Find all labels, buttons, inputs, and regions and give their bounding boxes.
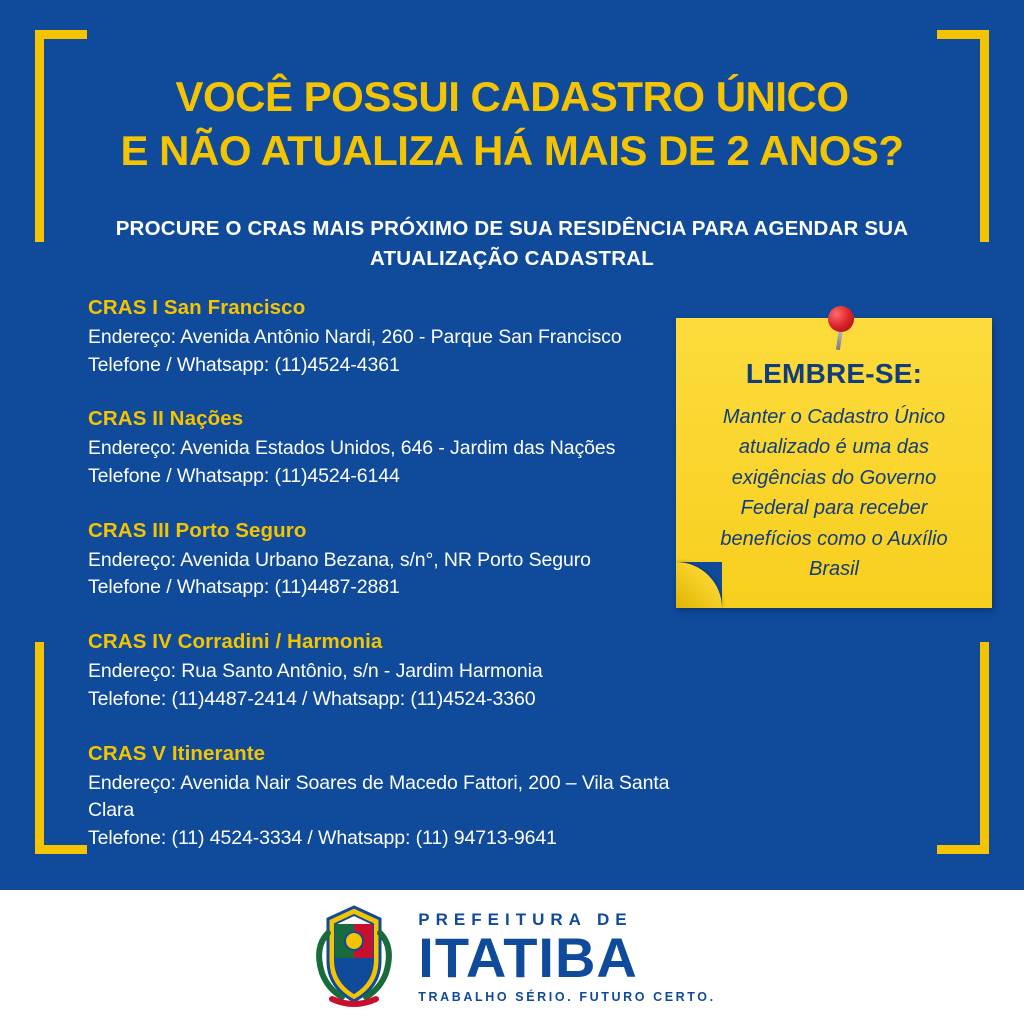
corner-bracket-bottom-left [35,802,87,854]
cras-name: CRAS III Porto Seguro [88,518,307,542]
city-name: ITATIBA [418,926,638,990]
prefeitura-label: PREFEITURA DE [418,910,633,930]
list-item [88,742,698,853]
footer-logo-group [308,903,715,1011]
cras-name: CRAS IV Corradini / Harmonia [88,630,383,654]
decor-rail-right-bottom [980,642,989,802]
cras-phone: Telefone: (11)4487-2414 / Whatsapp: (11)4524-3360 [88,687,536,710]
cras-phone: Telefone: (11) 4524-3334 / Whatsapp: (11) 94713-9641 [88,826,557,849]
cras-address: Endereço: Avenida Estados Unidos, 646 - Jardim das Nações [88,437,616,460]
list-item [88,519,698,602]
cras-phone: Telefone / Whatsapp: (11)4524-6144 [88,465,400,488]
sticky-note-title: LEMBRE-SE: [745,358,923,389]
cras-address: Endereço: Avenida Antônio Nardi, 260 - Parque San Francisco [88,326,622,348]
prefeitura-logo-text [418,910,715,1003]
cras-address: Endereço: Rua Santo Antônio, s/n - Jardim Harmonia [88,660,543,683]
sticky-note-paper [676,318,992,608]
cras-name: CRAS I San Francisco [88,296,306,319]
list-item [88,407,698,490]
itatiba-coat-of-arms-icon [308,903,400,1011]
pushpin-icon [826,306,856,352]
cras-name: CRAS V Itinerante [88,741,266,765]
headline-line-2: E NÃO ATUALIZA HÁ MAIS DE 2 ANOS? [120,126,904,174]
list-item [88,630,698,713]
cras-address: Endereço: Avenida Nair Soares de Macedo Fattori, 200 – Vila Santa Clara [88,771,670,822]
decor-rail-left-bottom [35,642,44,802]
cras-name: CRAS II Nações [88,407,244,431]
footer [0,890,1024,1024]
sticky-note [676,318,992,618]
headline-line-1: VOCÊ POSSUI CADASTRO ÚNICO [175,73,849,120]
cras-list [88,296,698,853]
subheadline: PROCURE O CRAS MAIS PRÓXIMO DE SUA RESIDÊNCIA PARA AGENDAR SUA ATUALIZAÇÃO CADASTRAL [115,217,909,270]
sticky-note-body: Manter o Cadastro Único atualizado é uma das exigências do Governo Federal para receber benefícios como o Auxílio Brasil [720,406,948,580]
cras-phone: Telefone / Whatsapp: (11)4524-4361 [88,353,400,376]
headline [0,70,1024,178]
list-item [88,296,698,379]
pushpin-head [828,306,854,332]
city-slogan: TRABALHO SÉRIO. FUTURO CERTO. [418,989,716,1004]
cras-phone: Telefone / Whatsapp: (11)4487-2881 [88,576,400,599]
sticky-note-curl [676,562,722,608]
corner-bracket-bottom-right [937,802,989,854]
cras-address: Endereço: Avenida Urbano Bezana, s/n°, NR Porto Seguro [88,548,591,571]
